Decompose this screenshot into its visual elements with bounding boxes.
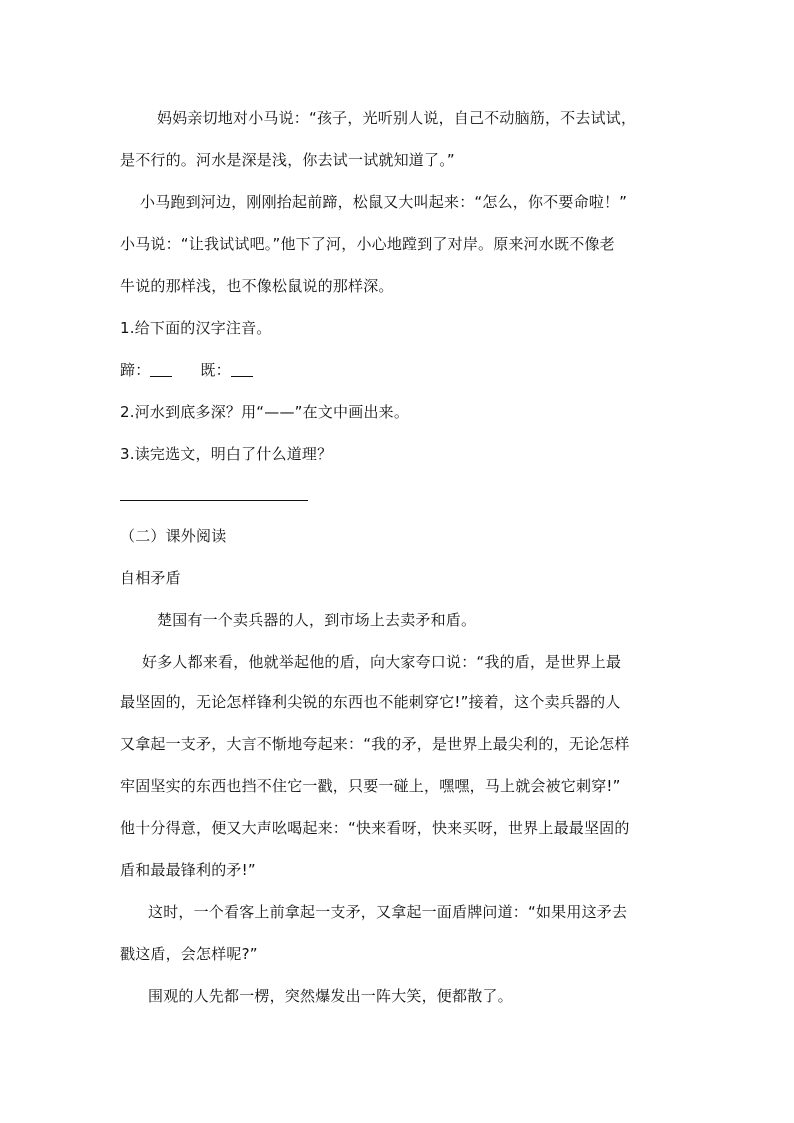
text-line: 最坚固的，无论怎样锋利尖锐的东西也不能刺穿它!”接着，这个卖兵器的人: [120, 693, 621, 711]
answer-line[interactable]: [120, 500, 308, 501]
section-heading: （二）课外阅读: [120, 527, 227, 545]
pinyin-blank[interactable]: [150, 361, 172, 377]
pinyin-item-label: 既：: [200, 361, 231, 379]
text-line: 好多人都来看，他就举起他的盾，向大家夸口说：“我的盾，是世界上最: [142, 653, 622, 671]
text-line: 楚国有一个卖兵器的人，到市场上去卖矛和盾。: [157, 611, 477, 629]
text-line: 牛说的那样浅，也不像松鼠说的那样深。: [120, 277, 394, 295]
text-line: 是不行的。河水是深是浅，你去试一试就知道了。”: [120, 151, 455, 169]
question-1: 1.给下面的汉字注音。: [120, 319, 272, 337]
story-title: 自相矛盾: [120, 569, 181, 587]
text-line: 戳这盾，会怎样呢?”: [120, 945, 258, 963]
question-3: 3.读完选文，明白了什么道理？: [120, 445, 333, 463]
text-line: 盾和最最锋利的矛!”: [120, 861, 256, 879]
text-line: 妈妈亲切地对小马说：“孩子，光听别人说，自己不动脑筋，不去试试，: [157, 109, 637, 127]
pinyin-blank[interactable]: [231, 361, 253, 377]
text-line: 牢固坚实的东西也挡不住它一戳，只要一碰上，嘿嘿，马上就会被它刺穿!”: [120, 777, 621, 795]
text-line: 他十分得意，便又大声吆喝起来：“快来看呀，快来买呀，世界上最最坚固的: [120, 819, 630, 837]
text-line: 围观的人先都一楞，突然爆发出一阵大笑，便都散了。: [148, 987, 513, 1005]
text-line: 又拿起一支矛，大言不惭地夸起来：“我的矛，是世界上最尖利的，无论怎样: [120, 735, 630, 753]
text-line: 这时，一个看客上前拿起一支矛，又拿起一面盾牌问道：“如果用这矛去: [148, 903, 628, 921]
text-line: 小马跑到河边，刚刚抬起前蹄，松鼠又大叫起来：“怎么，你不要命啦！”: [140, 193, 628, 211]
pinyin-item-label: 蹄：: [120, 361, 151, 379]
text-line: 小马说：“让我试试吧。”他下了河，小心地蹚到了对岸。原来河水既不像老: [120, 235, 615, 253]
pinyin-answer-row: [120, 360, 253, 380]
question-2: 2.河水到底多深？用“——”在文中画出来。: [120, 403, 410, 421]
